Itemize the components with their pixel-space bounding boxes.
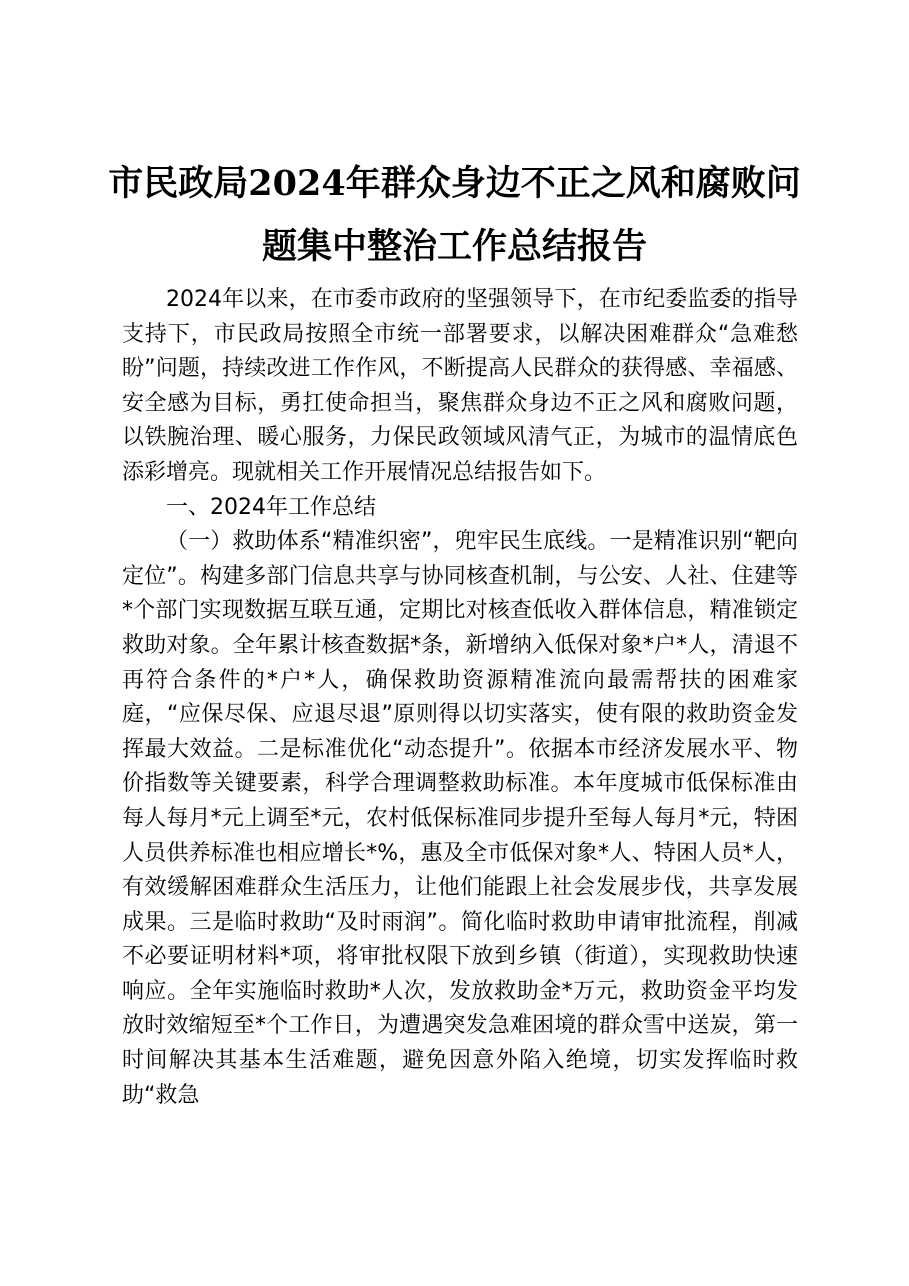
section-heading: 一、2024年工作总结 xyxy=(166,494,376,520)
document-body xyxy=(122,283,798,1113)
body-paragraph: （一）救助体系“精准织密”，兜牢民生底线。一是精准识别“靶向定位”。构建多部门信息共享与协同核查机制，与公安、人社、住建等*个部门实现数据互联互通，定期比对核查低收入群体信息，精准锁定救助对象。全年累计核查数据*条，新增纳入低保对象*户*人，清退不再符合条件的*户*人，确保救助资源精准流向最需帮扶的困难家庭，“应保尽保、应退尽退”原则得以切实落实，使有限的救助资金发挥最大效益。二是标准优化“动态提升”。依据本市经济发展水平、物价指数等关键要素，科学合理调整救助标准。本年度城市低保标准由每人每月*元上调至*元，农村低保标准同步提升至每人每月*元，特困人员供养标准也相应增长*%，惠及全市低保对象*人、特困人员*人，有效缓解困难群众生活压力，让他们能跟上社会发展步伐，共享发展成果。三是临时救助“及时雨润”。简化临时救助申请审批流程，削减不必要证明材料*项，将审批权限下放到乡镇（街道），实现救助快速响应。全年实施临时救助*人次，发放救助金*万元，救助资金平均发放时效缩短至*个工作日，为遭遇突发急难困境的群众雪中送炭，第一时间解决其基本生活难题，避免因意外陷入绝境，切实发挥临时救助“救急 xyxy=(122,529,798,1108)
document-title-line-2: 题集中整治工作总结报告 xyxy=(261,226,647,267)
document-title-line-1: 市民政局2024年群众身边不正之风和腐败问 xyxy=(108,163,801,204)
intro-paragraph: 2024年以来，在市委市政府的坚强领导下，在市纪委监委的指导支持下，市民政局按照全市统一部署要求，以解决困难群众“急难愁盼”问题，持续改进工作作风，不断提高人民群众的获得感、幸福感、安全感为目标，勇扛使命担当，聚焦群众身边不正之风和腐败问题，以铁腕治理、暖心服务，力保民政领域风清气正，为城市的温情底色添彩增亮。现就相关工作开展情况总结报告如下。 xyxy=(122,287,798,485)
